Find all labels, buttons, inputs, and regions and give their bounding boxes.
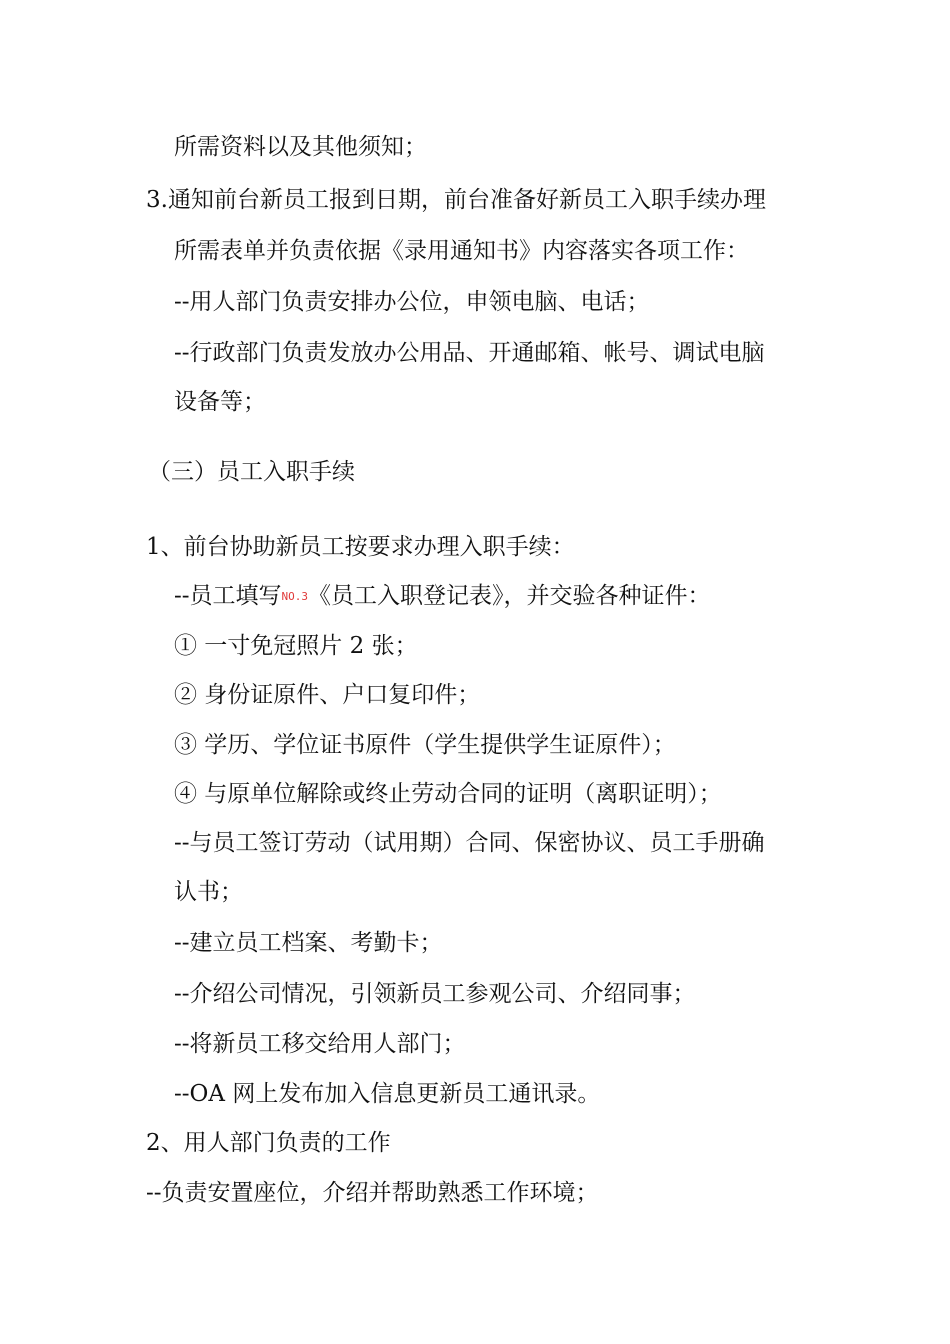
text-line: --行政部门负责发放办公用品、开通邮箱、帐号、调试电脑 [174, 340, 765, 366]
text-line: 3.通知前台新员工报到日期，前台准备好新员工入职手续办理 [146, 187, 766, 213]
section-heading: （三）员工入职手续 [148, 459, 355, 485]
text-line: 设备等； [174, 389, 266, 415]
text-line: 2、用人部门负责的工作 [146, 1130, 391, 1156]
text-line: --与员工签订劳动（试用期）合同、保密协议、员工手册确 [174, 830, 765, 856]
list-item: ④ 与原单位解除或终止劳动合同的证明（离职证明）； [174, 781, 722, 807]
text-line: --建立员工档案、考勤卡； [174, 930, 443, 956]
text-line: 所需资料以及其他须知； [174, 134, 427, 160]
text-line: --用人部门负责安排办公位，申领电脑、电话； [174, 289, 650, 315]
form-reference-number: NO.3 [281, 590, 309, 603]
text-line: --OA 网上发布加入信息更新员工通讯录。 [174, 1081, 601, 1107]
text-line [174, 581, 711, 612]
text-line: 认书； [174, 879, 243, 905]
list-item: ③ 学历、学位证书原件（学生提供学生证原件）； [174, 732, 676, 758]
text-line: 1、前台协助新员工按要求办理入职手续： [146, 534, 575, 560]
text-line: 所需表单并负责依据《录用通知书》内容落实各项工作： [174, 238, 749, 264]
list-item: ① 一寸免冠照片 2 张； [174, 633, 418, 659]
text-line: --将新员工移交给用人部门； [174, 1031, 466, 1057]
text-segment: 《员工入职登记表》，并交验各种证件： [308, 583, 711, 609]
text-line: --负责安置座位，介绍并帮助熟悉工作环境； [146, 1180, 599, 1206]
text-line: --介绍公司情况，引领新员工参观公司、介绍同事； [174, 981, 696, 1007]
list-item: ② 身份证原件、户口复印件； [174, 682, 481, 708]
text-segment: --员工填写 [174, 583, 282, 609]
